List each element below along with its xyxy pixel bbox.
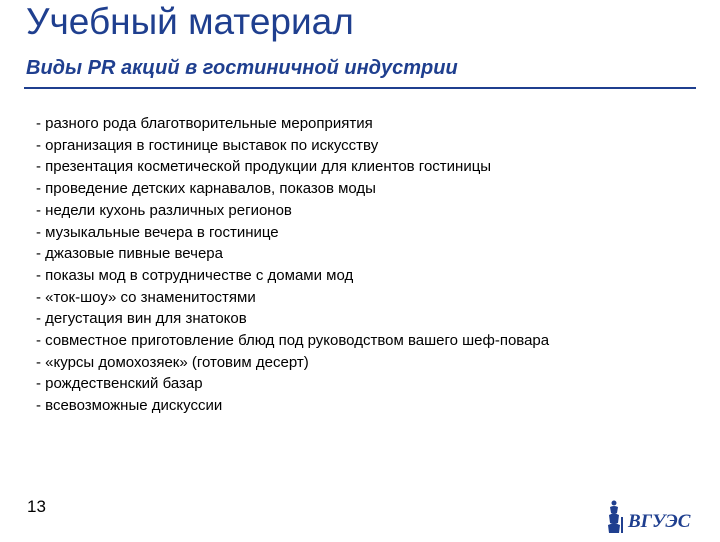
list-item: - совместное приготовление блюд под руководством вашего шеф-повара bbox=[36, 332, 550, 350]
list-item: - «ток-шоу» со знаменитостями bbox=[36, 288, 256, 306]
slide-title: Учебный материал bbox=[26, 1, 354, 42]
list-item: - организация в гостинице выставок по искусству bbox=[36, 136, 379, 154]
pr-actions-list bbox=[36, 113, 549, 417]
title-divider bbox=[24, 87, 696, 89]
list-item: - рождественский базар bbox=[36, 375, 203, 393]
university-logo bbox=[604, 497, 694, 537]
slide-subtitle: Виды PR акций в гостиничной индустрии bbox=[26, 57, 458, 79]
list-item: - показы мод в сотрудничестве с домами мод bbox=[36, 266, 354, 284]
list-item: - разного рода благотворительные мероприятия bbox=[36, 115, 373, 132]
list-item: - джазовые пивные вечера bbox=[36, 245, 223, 263]
logo-lettering: ВГУЭС bbox=[628, 511, 691, 532]
list-item: - всевозможные дискуссии bbox=[36, 397, 223, 415]
list-item: - проведение детских карнавалов, показов моды bbox=[36, 180, 376, 198]
page-number: 13 bbox=[27, 497, 46, 516]
list-item: - недели кухонь различных регионов bbox=[36, 201, 292, 219]
list-item: - презентация косметической продукции для клиентов гостиницы bbox=[36, 158, 492, 176]
list-item: - «курсы домохозяек» (готовим десерт) bbox=[36, 353, 309, 371]
logo-graphic bbox=[604, 497, 694, 537]
list-item: - музыкальные вечера в гостинице bbox=[36, 223, 279, 241]
list-item: - дегустация вин для знатоков bbox=[36, 310, 247, 328]
